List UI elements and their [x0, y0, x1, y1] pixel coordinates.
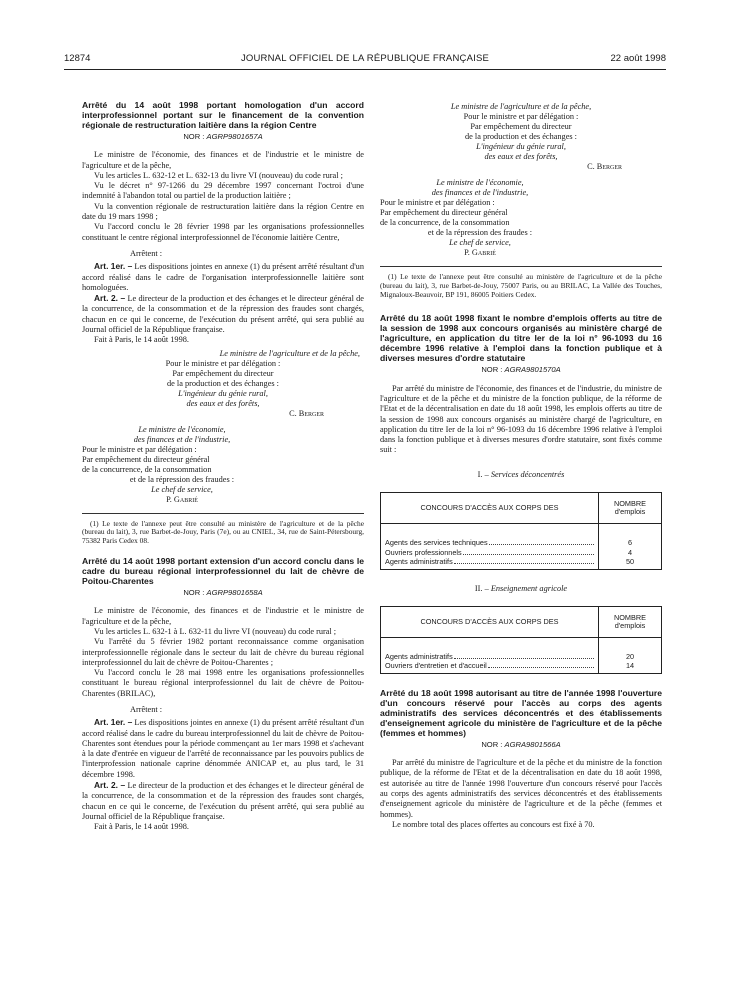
nor-reference: NOR : AGRA9801570A: [481, 365, 561, 375]
footnote: (1) Le texte de l'annexe peut être consulté au ministère de l'agriculture et de la pêche (bureau du lait), 3, rue Barbet-de-Jouy, 75007 Paris, ou au BRILAC, La Vallée des Touches, Mignaloux-Beauvoir, BP 191, 86005 Poitiers Cedex.: [380, 272, 662, 299]
body-paragraph: Par arrêté du ministre de l'agriculture et de la pêche et du ministre de la fonction publique, de la réforme de l'Etat et de la décentralisation en date du 18 août 1998, est autorisée au titre de l'année 1998 l'ouverture d'un concours réservé pour l'accès au corps des agents administratifs des services déconcentrés et des établissements d'enseignement agricole du ministère de l'agriculture et de la pêche (femmes et hommes).: [380, 758, 662, 819]
left-column: [82, 100, 364, 833]
article-2: Art. 2. – Le directeur de la production et des échanges et le directeur général de la concurrence, de la consommation et de la répression des fraudes sont chargés, chacun en ce qui le concerne, de l'exécution du présent arrêté, qui sera publié au Journal officiel de la République française.: [82, 780, 364, 821]
section-heading: II. – Enseignement agricole: [474, 583, 568, 593]
preamble: Le ministre de l'économie, des finances et de l'industrie et le ministre de l'agriculture et de la pêche,: [82, 150, 364, 170]
right-column: [380, 102, 662, 830]
visa: Vu l'accord conclu le 28 février 1998 par les organisations professionnelles constituant le centre régional interprofessionnel de l'économie laitière Centre,: [82, 222, 364, 242]
visa: Vu l'arrêté du 5 février 1982 portant reconnaissance comme organisation interprofessionnelle régionale dans le secteur du lait de chèvre du bureau régional interprofessionnel du lait de chèvre de Poitou-Charentes ;: [82, 637, 364, 667]
table-cell: 4: [627, 547, 633, 557]
nor-reference: NOR : AGRP9801657A: [183, 132, 263, 141]
preamble: Le ministre de l'économie, des finances et de l'industrie et le ministre de l'agriculture et de la pêche,: [82, 606, 364, 626]
footnote-rule: [380, 266, 662, 267]
running-header: [64, 53, 666, 67]
table-cell: 50: [625, 557, 635, 567]
table-row: Agents administratifs: [385, 557, 594, 567]
done-at: Fait à Paris, le 14 août 1998.: [94, 822, 189, 832]
footnote: (1) Le texte de l'annexe peut être consulté au ministère de l'agriculture et de la pêche (bureau du lait), 3, rue Barbet-de-Jouy, Paris (7e), ou au CNIEL, 34, rue de Saint-Pétersbourg, 75382 Paris Cedex 08.: [82, 518, 364, 546]
decree-extension-poitou-charentes: [82, 556, 364, 833]
column-header: NOMBRE d'emplois: [599, 493, 662, 524]
journal-title: JOURNAL OFFICIEL DE LA RÉPUBLIQUE FRANÇAISE: [240, 53, 490, 64]
page-number: 12874: [64, 53, 91, 64]
table-cell: 6: [627, 538, 633, 548]
arretent: Arrêtent :: [130, 248, 163, 258]
signature-agriculture: Le ministre de l'agriculture et de la pêche, Pour le ministre et par délégation : Par empêchement du directeur de la production et des échanges : L'ingénieur du génie rural, des eaux et des forêts, C. Berger: [450, 102, 622, 171]
article-2: Art. 2. – Le directeur de la production et des échanges et le directeur général de la concurrence, de la consommation et de la répression des fraudes sont chargés, chacun en ce qui le concerne, de l'exécution du présent arrêté, qui sera publié au Journal officiel de la République française.: [82, 293, 364, 335]
signature-economie: Le ministre de l'économie, des finances et de l'industrie, Pour le ministre et par délégation : Par empêchement du directeur général de la concurrence, de la consommation et de la répression des fraudes : Le chef de service, P. Gabrié: [380, 178, 533, 257]
table-cell: 20: [625, 651, 635, 661]
column-header: CONCOURS D'ACCÈS AUX CORPS DES: [381, 606, 599, 637]
article-1: Art. 1er. – Les dispositions jointes en annexe (1) du présent arrêté résultant d'un accord réalisé dans le cadre de l'organisation interprofessionnelle laitière sont homologuées.: [82, 261, 364, 292]
body-paragraph: Le nombre total des places offertes au concours est fixé à 70.: [392, 819, 595, 829]
article-1: Art. 1er. – Les dispositions jointes en annexe (1) du présent arrêté résultant d'un accord réalisé dans le cadre du bureau interprofessionnel du lait de chèvre de Poitou-Charentes sont étendues pour la période commençant au 1er mars 1998 et s'achevant à la date d'entrée en vigueur de l'arrêté de reconnaissance par les pouvoirs publics de l'interprofession nationale caprine dénommée ANICAP et, au plus tard, le 31 décembre 1998.: [82, 717, 364, 779]
visa: Vu les articles L. 632-12 et L. 632-13 du livre VI (nouveau) du code rural ;: [94, 170, 343, 180]
table-row: Ouvriers d'entretien et d'accueil: [385, 661, 594, 671]
section-heading: I. – Services déconcentrés: [477, 469, 565, 479]
issue-date: 22 août 1998: [610, 53, 666, 64]
decree-title: Arrêté du 14 août 1998 portant homologation d'un accord interprofessionnel portant sur le financement de la convention régionale de restructuration laitière dans la région Centre: [82, 100, 364, 130]
nor-reference: NOR : AGRP9801658A: [183, 588, 263, 598]
table-cell: 14: [625, 661, 635, 671]
column-header: CONCOURS D'ACCÈS AUX CORPS DES: [381, 493, 599, 524]
decree-title: Arrêté du 18 août 1998 autorisant au titre de l'année 1998 l'ouverture d'un concours réservé pour l'accès au corps des agents administratifs des services déconcentrés et des établissements d'enseignement agricole du ministère de l'agriculture et de la pêche (femmes et hommes): [380, 687, 662, 738]
signature-economie: Le ministre de l'économie, des finances et de l'industrie, Pour le ministre et par délégation : Par empêchement du directeur général de la concurrence, de la consommation et de la répression des fraudes : Le chef de service, P. Gabrié: [82, 424, 235, 504]
posts-table-enseignement: [380, 606, 662, 674]
table-row: Agents administratifs: [385, 652, 594, 662]
decree-title: Arrêté du 14 août 1998 portant extension d'un accord conclu dans le cadre du bureau régional interprofessionnel du lait de chèvre de Poitou-Charentes: [82, 556, 364, 587]
visa: Vu les articles L. 632-1 à L. 632-11 du livre VI (nouveau) du code rural ;: [94, 626, 337, 636]
header-rule: [64, 69, 666, 70]
visa: Vu la convention régionale de restructuration laitière dans la région Centre en date du 19 mars 1998 ;: [82, 201, 364, 222]
posts-table-services: [380, 492, 662, 570]
decree-concours-reserve: [380, 688, 662, 830]
done-at: Fait à Paris, le 14 août 1998.: [94, 335, 189, 345]
nor-reference: NOR : AGRA9801566A: [481, 739, 561, 749]
footnote-rule: [82, 513, 364, 514]
decree-homologation-centre: [82, 100, 364, 546]
arretent: Arrêtent :: [130, 705, 163, 714]
column-header: NOMBRE d'emplois: [599, 606, 662, 637]
body-paragraph: Par arrêté du ministre de l'économie, des finances et de l'industrie, du ministre de l'agriculture et de la pêche et du ministre de la fonction publique, de la réforme de l'Etat et de la décentralisation en date du 18 août 1998, les emplois offerts au titre de la session de 1998 aux concours organisés au ministère chargé de l'agriculture, en application du titre Ier de la loi n° 96-1093 du 16 décembre 1996 relative à l'emploi dans la fonction publique et à diverses mesures d'ordre statutaire, sont fixés comme suit :: [380, 383, 662, 455]
table-row: Agents des services techniques: [385, 538, 594, 548]
decree-title: Arrêté du 18 août 1998 fixant le nombre d'emplois offerts au titre de la session de 1998 aux concours organisés au ministère chargé de l'agriculture, en application du titre Ier de la loi n° 96-1093 du 16 décembre 1996 relative à l'emploi dans la fonction publique et à diverses mesures d'ordre statutaire: [380, 313, 662, 364]
decree-emplois-offerts: [380, 313, 662, 673]
signature-agriculture: Le ministre de l'agriculture et de la pêche, Pour le ministre et par délégation : Par empêchement du directeur de la production et des échanges : L'ingénieur du génie rural, des eaux et des forêts, C. Berger: [165, 348, 360, 418]
visa: Vu le décret n° 97-1266 du 29 décembre 1997 concernant l'octroi d'une indemnité à l'abandon total ou partiel de la production laitière ;: [82, 181, 364, 201]
table-row: Ouvriers professionnels: [385, 548, 594, 558]
visa: Vu l'accord conclu le 28 mai 1998 entre les organisations professionnelles constituant le bureau régional interprofessionnel du lait de chèvre de Poitou-Charentes (BRILAC),: [82, 668, 364, 698]
